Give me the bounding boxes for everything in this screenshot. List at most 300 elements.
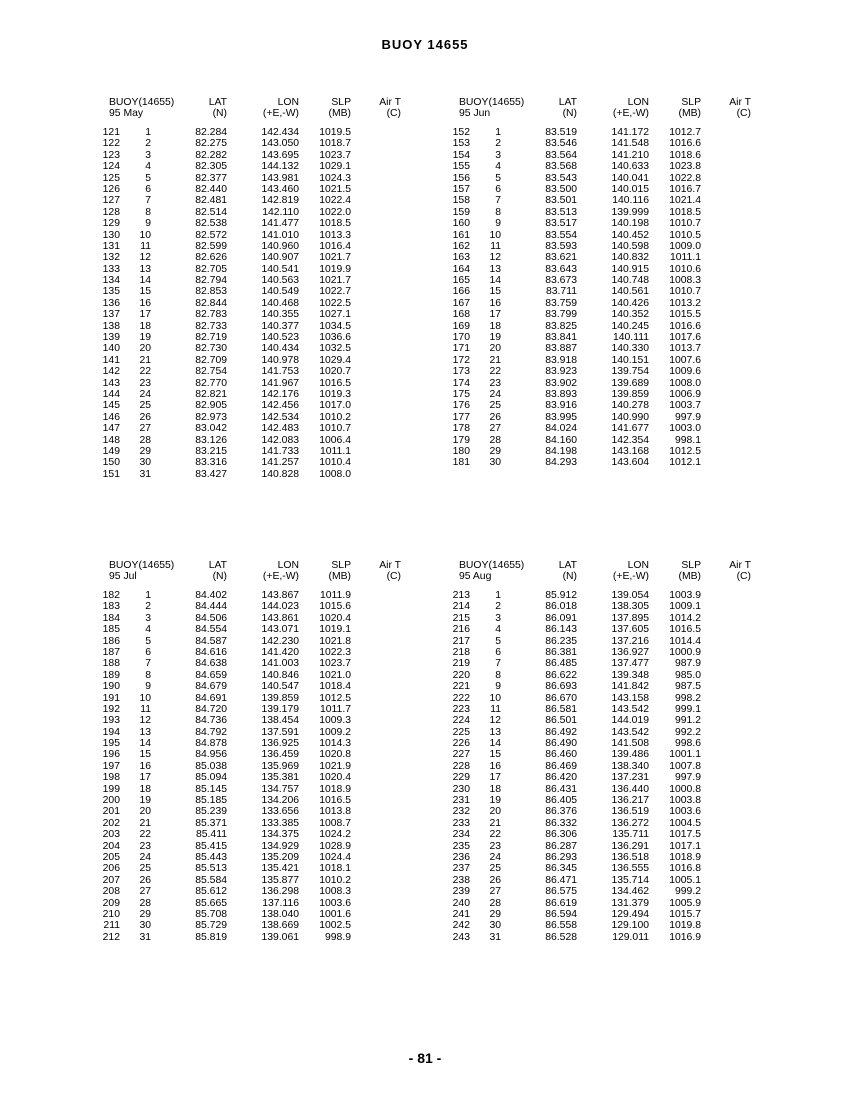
header-air-temp-unit: (C): [386, 571, 401, 582]
table-row: [101, 909, 461, 920]
day-of-month-cell: 6: [495, 183, 501, 195]
day-of-month-cell: 15: [139, 749, 151, 761]
latitude-cell: 82.905: [195, 400, 227, 412]
day-of-month-cell: 21: [139, 354, 151, 366]
latitude-cell: 83.593: [545, 240, 577, 252]
longitude-cell: 139.061: [261, 931, 299, 943]
day-of-month-cell: 18: [489, 783, 501, 795]
day-of-year-cell: 240: [452, 897, 470, 909]
header-slp: SLP: [331, 560, 351, 571]
day-of-year-cell: 145: [102, 400, 120, 412]
sea-level-pressure-cell: 1016.6: [669, 138, 701, 150]
latitude-cell: 82.284: [195, 127, 227, 138]
table-row: [451, 738, 811, 749]
longitude-cell: 142.083: [261, 434, 299, 446]
sea-level-pressure-cell: 1010.5: [669, 229, 701, 241]
sea-level-pressure-cell: 1010.7: [319, 423, 351, 435]
day-of-year-cell: 138: [102, 320, 120, 332]
table-row: [101, 173, 461, 184]
latitude-cell: 84.659: [195, 669, 227, 681]
longitude-cell: 141.733: [261, 445, 299, 457]
day-of-month-cell: 14: [139, 275, 151, 287]
latitude-cell: 84.679: [195, 681, 227, 693]
table-row: [451, 875, 811, 886]
day-of-month-cell: 14: [489, 275, 501, 287]
header-lat-unit: (N): [212, 571, 227, 582]
day-of-year-cell: 188: [102, 658, 120, 670]
sea-level-pressure-cell: 1016.6: [669, 320, 701, 332]
longitude-cell: 139.689: [611, 377, 649, 389]
day-of-month-cell: 6: [145, 183, 151, 195]
sea-level-pressure-cell: 1003.8: [669, 795, 701, 807]
data-block-aug: [451, 560, 811, 943]
longitude-cell: 129.494: [611, 908, 649, 920]
sea-level-pressure-cell: 1013.3: [319, 229, 351, 241]
day-of-year-cell: 158: [452, 195, 470, 207]
longitude-cell: 141.842: [611, 681, 649, 693]
longitude-cell: 142.534: [261, 411, 299, 423]
day-of-month-cell: 20: [139, 806, 151, 818]
day-of-month-cell: 30: [489, 457, 501, 469]
table-row: [101, 727, 461, 738]
table-row: [451, 670, 811, 681]
table-row: [451, 795, 811, 806]
sea-level-pressure-cell: 1027.1: [319, 309, 351, 321]
day-of-year-cell: 152: [452, 127, 470, 138]
day-of-year-cell: 212: [102, 931, 120, 943]
day-of-year-cell: 194: [102, 726, 120, 738]
latitude-cell: 86.528: [545, 931, 577, 943]
day-of-month-cell: 24: [489, 388, 501, 400]
sea-level-pressure-cell: 1020.4: [319, 612, 351, 624]
sea-level-pressure-cell: 1010.6: [669, 263, 701, 275]
longitude-cell: 139.859: [261, 692, 299, 704]
day-of-month-cell: 8: [145, 669, 151, 681]
longitude-cell: 136.925: [261, 738, 299, 750]
day-of-year-cell: 180: [452, 445, 470, 457]
longitude-cell: 136.440: [611, 783, 649, 795]
latitude-cell: 83.517: [545, 218, 577, 230]
longitude-cell: 136.518: [611, 851, 649, 863]
latitude-cell: 82.705: [195, 263, 227, 275]
sea-level-pressure-cell: 1001.1: [669, 749, 701, 761]
day-of-year-cell: 213: [452, 590, 470, 601]
day-of-year-cell: 211: [103, 920, 120, 932]
latitude-cell: 86.018: [545, 601, 577, 613]
longitude-cell: 141.477: [261, 218, 299, 230]
longitude-cell: 144.132: [261, 161, 299, 173]
day-of-month-cell: 15: [489, 286, 501, 298]
day-of-month-cell: 24: [139, 388, 151, 400]
latitude-cell: 83.918: [545, 354, 577, 366]
longitude-cell: 140.151: [611, 354, 649, 366]
sea-level-pressure-cell: 1021.7: [319, 252, 351, 264]
day-of-year-cell: 140: [102, 343, 120, 355]
header-air-temp: Air T: [379, 560, 401, 571]
header-lon-unit: (+E,-W): [262, 571, 299, 582]
longitude-cell: 136.459: [261, 749, 299, 761]
day-of-month-cell: 8: [145, 206, 151, 218]
table-row: [451, 727, 811, 738]
longitude-cell: 141.677: [611, 423, 649, 435]
day-of-month-cell: 29: [489, 908, 501, 920]
longitude-cell: 140.978: [261, 354, 299, 366]
sea-level-pressure-cell: 1006.4: [319, 434, 351, 446]
table-row: [101, 886, 461, 897]
day-of-year-cell: 127: [102, 195, 120, 207]
longitude-cell: 139.054: [611, 590, 649, 601]
table-row: [101, 863, 461, 874]
sea-level-pressure-cell: 1015.7: [669, 908, 701, 920]
day-of-month-cell: 19: [139, 795, 151, 807]
latitude-cell: 85.443: [195, 851, 227, 863]
day-of-year-cell: 124: [102, 161, 120, 173]
header-slp-unit: (MB): [328, 571, 351, 582]
latitude-cell: 82.282: [195, 149, 227, 161]
day-of-year-cell: 172: [452, 354, 470, 366]
latitude-cell: 86.575: [545, 886, 577, 898]
header-lon: LON: [277, 97, 299, 108]
day-of-year-cell: 171: [452, 343, 470, 355]
latitude-cell: 86.091: [545, 612, 577, 624]
sea-level-pressure-cell: 1021.0: [319, 669, 351, 681]
table-row: [101, 749, 461, 760]
longitude-cell: 141.548: [611, 138, 649, 150]
latitude-cell: 86.332: [545, 817, 577, 829]
longitude-cell: 140.960: [261, 240, 299, 252]
longitude-cell: 139.859: [611, 388, 649, 400]
day-of-month-cell: 16: [139, 297, 151, 309]
day-of-year-cell: 121: [102, 127, 120, 138]
table-row: [101, 875, 461, 886]
latitude-cell: 83.564: [545, 149, 577, 161]
latitude-cell: 83.841: [545, 332, 577, 344]
day-of-month-cell: 4: [145, 161, 151, 173]
sea-level-pressure-cell: 1019.9: [319, 263, 351, 275]
latitude-cell: 83.042: [195, 423, 227, 435]
sea-level-pressure-cell: 1005.1: [669, 874, 701, 886]
day-of-year-cell: 157: [452, 183, 470, 195]
day-of-year-cell: 204: [102, 840, 120, 852]
day-of-month-cell: 7: [495, 195, 501, 207]
day-of-year-cell: 144: [102, 388, 120, 400]
day-of-year-cell: 167: [452, 297, 470, 309]
sea-level-pressure-cell: 1003.9: [669, 590, 701, 601]
day-of-year-cell: 218: [452, 646, 470, 658]
day-of-year-cell: 187: [102, 646, 120, 658]
day-of-month-cell: 4: [145, 624, 151, 636]
latitude-cell: 86.622: [545, 669, 577, 681]
longitude-cell: 140.330: [611, 343, 649, 355]
sea-level-pressure-cell: 1003.7: [669, 400, 701, 412]
latitude-cell: 82.733: [195, 320, 227, 332]
sea-level-pressure-cell: 1016.5: [319, 795, 351, 807]
sea-level-pressure-cell: 1021.5: [319, 183, 351, 195]
table-row: [451, 681, 811, 692]
table-row: [451, 435, 811, 446]
day-of-month-cell: 16: [489, 760, 501, 772]
table-row: [451, 127, 811, 138]
day-of-year-cell: 175: [452, 388, 470, 400]
day-of-month-cell: 26: [139, 874, 151, 886]
day-of-month-cell: 19: [489, 332, 501, 344]
longitude-cell: 140.748: [611, 275, 649, 287]
table-row: [451, 932, 811, 943]
header-month: 95 Jun: [459, 108, 491, 119]
table-row: [101, 378, 461, 389]
table-row: [101, 150, 461, 161]
day-of-month-cell: 21: [139, 817, 151, 829]
table-row: [101, 829, 461, 840]
latitude-cell: 82.599: [195, 240, 227, 252]
latitude-cell: 86.381: [545, 646, 577, 658]
day-of-year-cell: 133: [102, 263, 120, 275]
sea-level-pressure-cell: 1016.8: [669, 863, 701, 875]
day-of-year-cell: 153: [452, 138, 470, 150]
day-of-month-cell: 15: [139, 286, 151, 298]
longitude-cell: 140.563: [261, 275, 299, 287]
longitude-cell: 133.656: [261, 806, 299, 818]
table-row: [101, 738, 461, 749]
longitude-cell: 135.421: [261, 863, 299, 875]
day-of-year-cell: 232: [452, 806, 470, 818]
longitude-cell: 135.711: [612, 829, 649, 841]
longitude-cell: 143.867: [261, 590, 299, 601]
table-row: [451, 749, 811, 760]
latitude-cell: 83.902: [545, 377, 577, 389]
latitude-cell: 85.912: [545, 590, 577, 601]
sea-level-pressure-cell: 1017.1: [669, 840, 701, 852]
longitude-cell: 134.929: [261, 840, 299, 852]
longitude-cell: 138.040: [261, 908, 299, 920]
longitude-cell: 134.375: [261, 829, 299, 841]
longitude-cell: 140.278: [611, 400, 649, 412]
latitude-cell: 82.754: [195, 366, 227, 378]
day-of-year-cell: 241: [452, 908, 470, 920]
day-of-year-cell: 123: [102, 149, 120, 161]
sea-level-pressure-cell: 1006.9: [669, 388, 701, 400]
table-row: [451, 704, 811, 715]
day-of-month-cell: 13: [489, 263, 501, 275]
table-row: [101, 286, 461, 297]
page-title: BUOY 14655: [381, 37, 469, 52]
longitude-cell: 140.846: [261, 669, 299, 681]
table-row: [101, 127, 461, 138]
header-lon-unit: (+E,-W): [612, 108, 649, 119]
table-row: [101, 795, 461, 806]
day-of-month-cell: 5: [495, 635, 501, 647]
sea-level-pressure-cell: 1019.3: [319, 388, 351, 400]
sea-level-pressure-cell: 1008.3: [319, 886, 351, 898]
sea-level-pressure-cell: 1022.0: [319, 206, 351, 218]
day-of-year-cell: 125: [102, 172, 120, 184]
day-of-year-cell: 242: [452, 920, 470, 932]
header-air-temp-unit: (C): [736, 108, 751, 119]
longitude-cell: 136.272: [611, 817, 649, 829]
header-lon-unit: (+E,-W): [612, 571, 649, 582]
table-row: [451, 355, 811, 366]
table-row: [101, 806, 461, 817]
table-body: [101, 590, 461, 943]
latitude-cell: 86.501: [545, 715, 577, 727]
table-row: [451, 852, 811, 863]
latitude-cell: 85.819: [195, 931, 227, 943]
longitude-cell: 140.355: [261, 309, 299, 321]
table-row: [101, 184, 461, 195]
table-row: [451, 275, 811, 286]
sea-level-pressure-cell: 1010.7: [669, 286, 701, 298]
table-row: [101, 423, 461, 434]
day-of-month-cell: 25: [489, 400, 501, 412]
table-row: [451, 658, 811, 669]
table-row: [101, 389, 461, 400]
sea-level-pressure-cell: 1016.9: [669, 931, 701, 943]
header-month: 95 May: [109, 108, 144, 119]
day-of-month-cell: 31: [139, 931, 151, 943]
latitude-cell: 85.371: [195, 817, 227, 829]
latitude-cell: 83.546: [545, 138, 577, 150]
day-of-month-cell: 3: [495, 149, 501, 161]
sea-level-pressure-cell: 1013.2: [669, 297, 701, 309]
day-of-month-cell: 12: [139, 715, 151, 727]
table-row: [451, 218, 811, 229]
sea-level-pressure-cell: 1022.8: [669, 172, 701, 184]
day-of-year-cell: 216: [452, 624, 470, 636]
day-of-month-cell: 31: [139, 468, 151, 480]
day-of-year-cell: 131: [102, 240, 120, 252]
latitude-cell: 84.444: [195, 601, 227, 613]
day-of-year-cell: 219: [452, 658, 470, 670]
latitude-cell: 83.799: [545, 309, 577, 321]
table-row: [451, 693, 811, 704]
day-of-year-cell: 223: [452, 703, 470, 715]
latitude-cell: 84.956: [195, 749, 227, 761]
day-of-year-cell: 164: [452, 263, 470, 275]
latitude-cell: 83.316: [195, 457, 227, 469]
sea-level-pressure-cell: 1022.5: [319, 297, 351, 309]
header-lon: LON: [627, 97, 649, 108]
latitude-cell: 86.293: [545, 851, 577, 863]
day-of-year-cell: 178: [452, 423, 470, 435]
day-of-month-cell: 20: [489, 343, 501, 355]
latitude-cell: 83.500: [545, 183, 577, 195]
longitude-cell: 139.486: [611, 749, 649, 761]
longitude-cell: 143.050: [261, 138, 299, 150]
sea-level-pressure-cell: 1015.6: [319, 601, 351, 613]
day-of-month-cell: 2: [495, 138, 501, 150]
latitude-cell: 86.492: [545, 726, 577, 738]
sea-level-pressure-cell: 1029.4: [319, 354, 351, 366]
header-air-temp: Air T: [729, 560, 751, 571]
day-of-month-cell: 22: [139, 829, 151, 841]
latitude-cell: 85.612: [195, 886, 227, 898]
longitude-cell: 140.561: [611, 286, 649, 298]
longitude-cell: 144.019: [611, 715, 649, 727]
sea-level-pressure-cell: 1008.3: [669, 275, 701, 287]
day-of-month-cell: 17: [139, 772, 151, 784]
day-of-month-cell: 9: [145, 681, 151, 693]
latitude-cell: 86.431: [545, 783, 577, 795]
day-of-month-cell: 9: [145, 218, 151, 230]
day-of-month-cell: 20: [139, 343, 151, 355]
sea-level-pressure-cell: 1012.1: [669, 457, 701, 469]
longitude-cell: 136.555: [611, 863, 649, 875]
latitude-cell: 85.708: [195, 908, 227, 920]
day-of-year-cell: 135: [102, 286, 120, 298]
day-of-year-cell: 229: [452, 772, 470, 784]
sea-level-pressure-cell: 1018.9: [669, 851, 701, 863]
day-of-year-cell: 199: [102, 783, 120, 795]
latitude-cell: 86.306: [545, 829, 577, 841]
table-row: [101, 241, 461, 252]
table-row: [101, 761, 461, 772]
sea-level-pressure-cell: 1016.4: [319, 240, 351, 252]
sea-level-pressure-cell: 1011.7: [319, 703, 351, 715]
table-row: [101, 784, 461, 795]
longitude-cell: 140.116: [612, 195, 649, 207]
table-row: [451, 898, 811, 909]
table-row: [451, 389, 811, 400]
table-row: [101, 207, 461, 218]
longitude-cell: 137.116: [262, 897, 299, 909]
table-row: [451, 195, 811, 206]
sea-level-pressure-cell: 1034.5: [319, 320, 351, 332]
day-of-month-cell: 12: [489, 252, 501, 264]
latitude-cell: 86.420: [545, 772, 577, 784]
sea-level-pressure-cell: 1015.5: [669, 309, 701, 321]
latitude-cell: 85.094: [195, 772, 227, 784]
latitude-cell: 86.581: [545, 703, 577, 715]
latitude-cell: 85.145: [195, 783, 227, 795]
sea-level-pressure-cell: 1002.5: [319, 920, 351, 932]
day-of-month-cell: 23: [489, 377, 501, 389]
latitude-cell: 84.506: [195, 612, 227, 624]
latitude-cell: 82.440: [195, 183, 227, 195]
table-row: [451, 613, 811, 624]
table-row: [101, 230, 461, 241]
latitude-cell: 86.287: [545, 840, 577, 852]
latitude-cell: 83.916: [545, 400, 577, 412]
sea-level-pressure-cell: 1018.9: [319, 783, 351, 795]
sea-level-pressure-cell: 1020.8: [319, 749, 351, 761]
table-row: [101, 321, 461, 332]
sea-level-pressure-cell: 1009.6: [669, 366, 701, 378]
header-buoy: BUOY(14655): [459, 97, 525, 108]
day-of-month-cell: 10: [489, 229, 501, 241]
sea-level-pressure-cell: 1000.9: [669, 646, 701, 658]
table-row: [451, 230, 811, 241]
day-of-year-cell: 134: [102, 275, 120, 287]
day-of-month-cell: 8: [495, 669, 501, 681]
day-of-year-cell: 228: [452, 760, 470, 772]
longitude-cell: 142.434: [261, 127, 299, 138]
longitude-cell: 140.990: [611, 411, 649, 423]
table-row: [101, 275, 461, 286]
table-row: [101, 715, 461, 726]
longitude-cell: 140.015: [611, 183, 649, 195]
sea-level-pressure-cell: 985.0: [674, 669, 701, 681]
day-of-month-cell: 27: [489, 886, 501, 898]
longitude-cell: 136.298: [261, 886, 299, 898]
sea-level-pressure-cell: 1007.8: [669, 760, 701, 772]
table-row: [451, 264, 811, 275]
header-lat-unit: (N): [562, 108, 577, 119]
latitude-cell: 86.143: [545, 624, 577, 636]
sea-level-pressure-cell: 1016.5: [319, 377, 351, 389]
day-of-month-cell: 7: [145, 195, 151, 207]
day-of-year-cell: 202: [102, 817, 120, 829]
day-of-year-cell: 190: [102, 681, 120, 693]
